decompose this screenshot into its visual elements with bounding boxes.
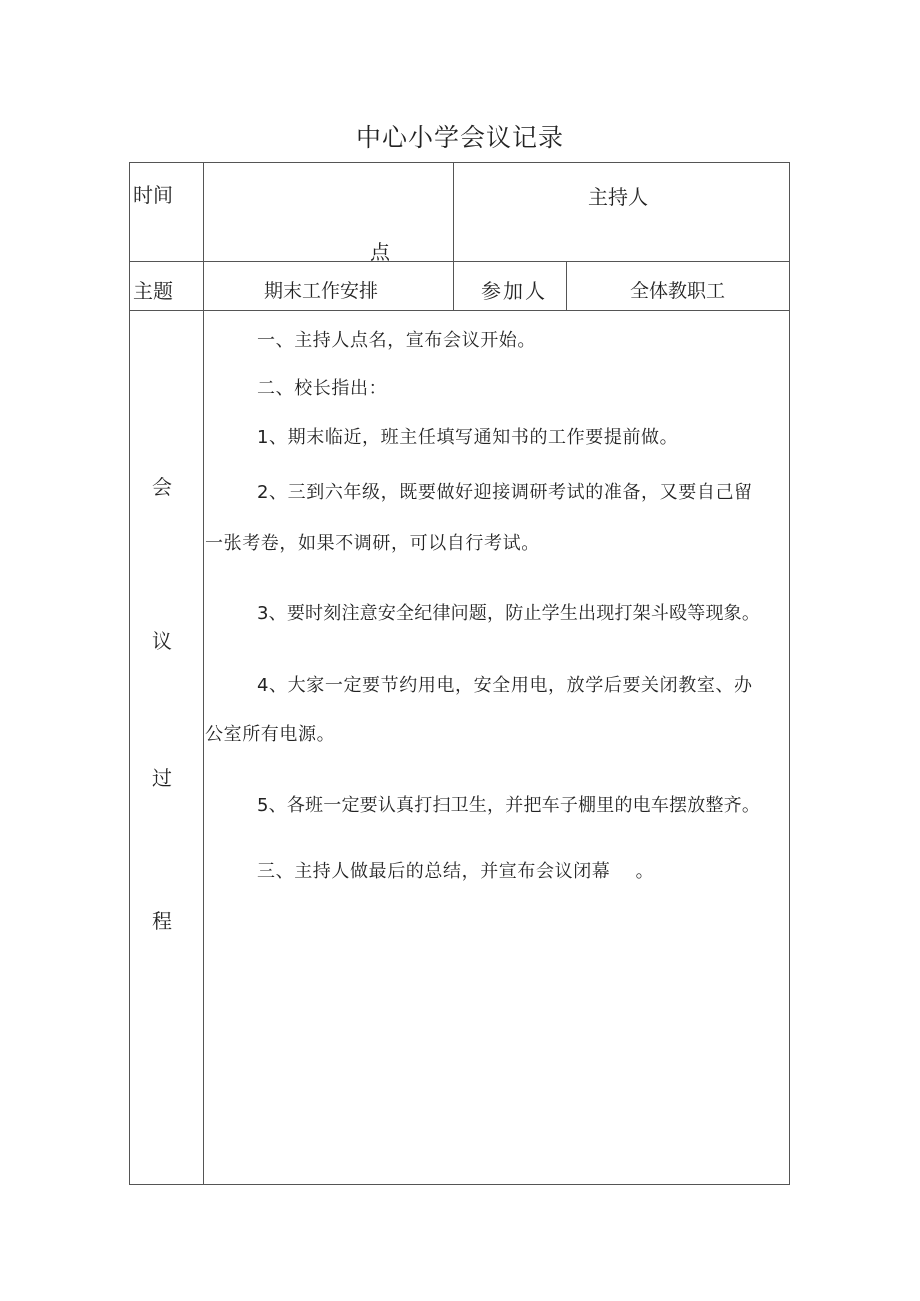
topic-value: 期末工作安排 [264,280,379,302]
process-line: 4、大家一定要节约用电，安全用电，放学后要关闭教室、办 [257,675,753,696]
place-label: 点 [370,240,390,264]
table-border-bottom [129,1184,790,1185]
table-middle-column-divider [453,162,454,311]
table-border-top [129,162,790,163]
process-line: 5、各班一定要认真打扫卫生，并把车子棚里的电车摆放整齐。 [257,795,761,816]
table-border-left [129,162,130,1185]
process-line: 二、校长指出： [257,378,388,399]
process-line: 3、要时刻注意安全纪律问题，防止学生出现打架斗殴等现象。 [257,603,761,624]
process-label-char: 议 [152,629,172,653]
process-line: 一、主持人点名，宣布会议开始。 [257,330,536,351]
process-line: 三、主持人做最后的总结，并宣布会议闭幕 。 [257,861,655,882]
process-line: 一张考卷，如果不调研，可以自行考试。 [205,533,540,554]
table-border-right [789,162,790,1185]
table-label-column-divider [203,162,204,1185]
topic-label: 主题 [133,279,173,303]
process-line: 公室所有电源。 [205,724,336,745]
process-label-char: 会 [152,475,172,499]
table-row-divider-1 [129,261,790,262]
page-title: 中心小学会议记录 [355,123,564,152]
table-row-divider-2 [129,310,790,311]
attendees-label: 参加人 [481,279,547,303]
host-label: 主持人 [588,185,648,209]
process-line: 2、三到六年级，既要做好迎接调研考试的准备，又要自己留 [257,482,753,503]
table-attendees-column-divider [566,261,567,311]
attendees-value: 全体教职工 [630,280,726,302]
process-label-char: 程 [152,909,172,933]
time-label: 时间 [133,183,173,207]
process-label-char: 过 [152,766,172,790]
process-line: 1、期末临近，班主任填写通知书的工作要提前做。 [257,427,679,448]
